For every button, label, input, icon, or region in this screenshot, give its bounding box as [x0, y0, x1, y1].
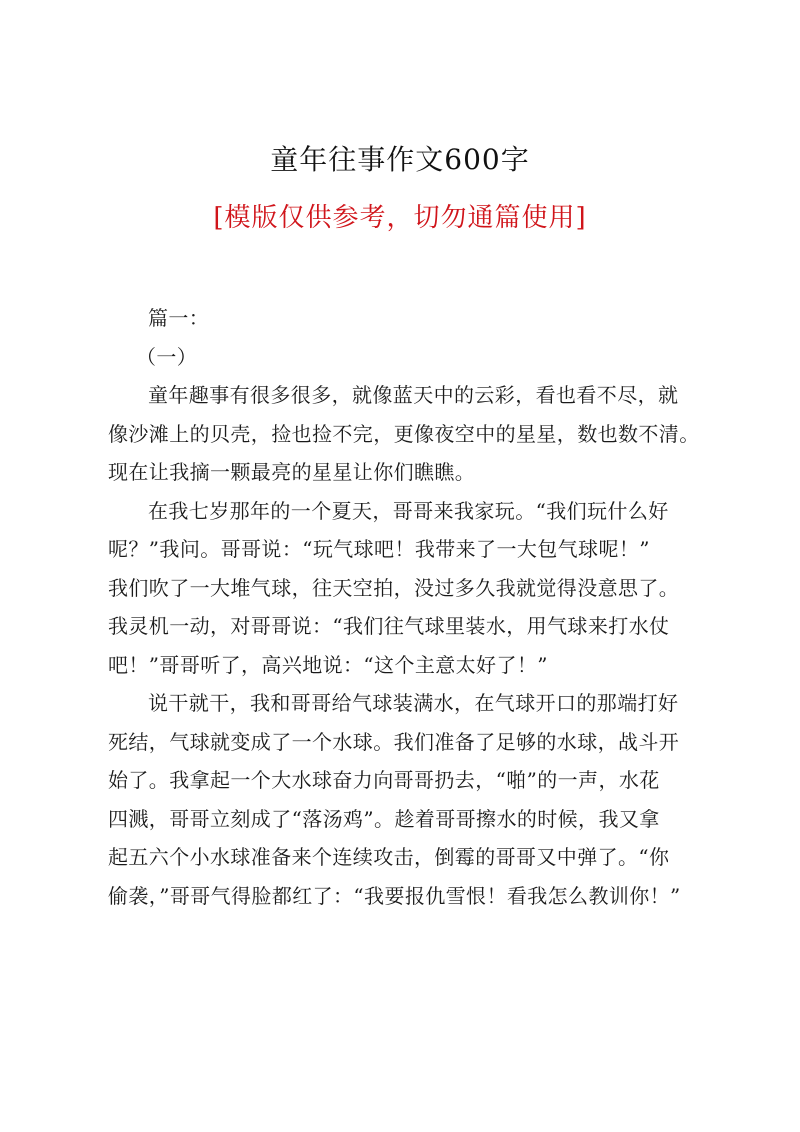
paragraph-line: 像沙滩上的贝壳，捡也捡不完，更像夜空中的星星，数也数不清。 [108, 421, 700, 446]
paragraph-line: 起五六个小水球准备来个连续攻击，倒霉的哥哥又中弹了。“你 [108, 845, 670, 869]
document-title: 童年往事作文600字 [270, 143, 530, 176]
paragraph-2 [108, 492, 708, 685]
paragraph-line: 死结，气球就变成了一个水球。我们准备了足够的水球，战斗开 [108, 729, 680, 754]
document-body [108, 299, 708, 915]
paragraph-line: 在我七岁那年的一个夏天，哥哥来我家玩。“我们玩什么好 [148, 498, 669, 523]
paragraph-line: 吧！”哥哥听了，高兴地说：“这个主意太好了！” [108, 652, 548, 677]
paragraph-line: 偷袭，”哥哥气得脸都红了：“我要报仇雪恨！看我怎么教训你！” [108, 883, 681, 908]
paragraph-line: 现在让我摘一颗最亮的星星让你们瞧瞧。 [108, 460, 476, 484]
document-subtitle: [模版仅供参考，切勿通篇使用] [213, 203, 587, 233]
sub-label: （一） [136, 344, 198, 369]
paragraph-line: 我们吹了一大堆气球，往天空拍，没过多久我就觉得没意思了。 [108, 575, 680, 600]
section-label: 篇一： [148, 306, 210, 330]
paragraph-line: 四溅，哥哥立刻成了“落汤鸡”。趁着哥哥擦水的时候，我又拿 [108, 806, 660, 831]
paragraph-line: 我灵机一动，对哥哥说：“我们往气球里装水，用气球来打水仗 [108, 614, 670, 638]
paragraph-line: 始了。我拿起一个大水球奋力向哥哥扔去，“啪”的一声，水花 [108, 768, 660, 792]
paragraph-3 [108, 684, 708, 915]
paragraph-line: 童年趣事有很多很多，就像蓝天中的云彩，看也看不尽，就 [148, 383, 679, 407]
paragraph-1 [108, 376, 708, 492]
paragraph-line: 呢？”我问。哥哥说：“玩气球吧！我带来了一大包气球呢！” [108, 537, 650, 561]
paragraph-line: 说干就干，我和哥哥给气球装满水，在气球开口的那端打好 [148, 691, 679, 715]
